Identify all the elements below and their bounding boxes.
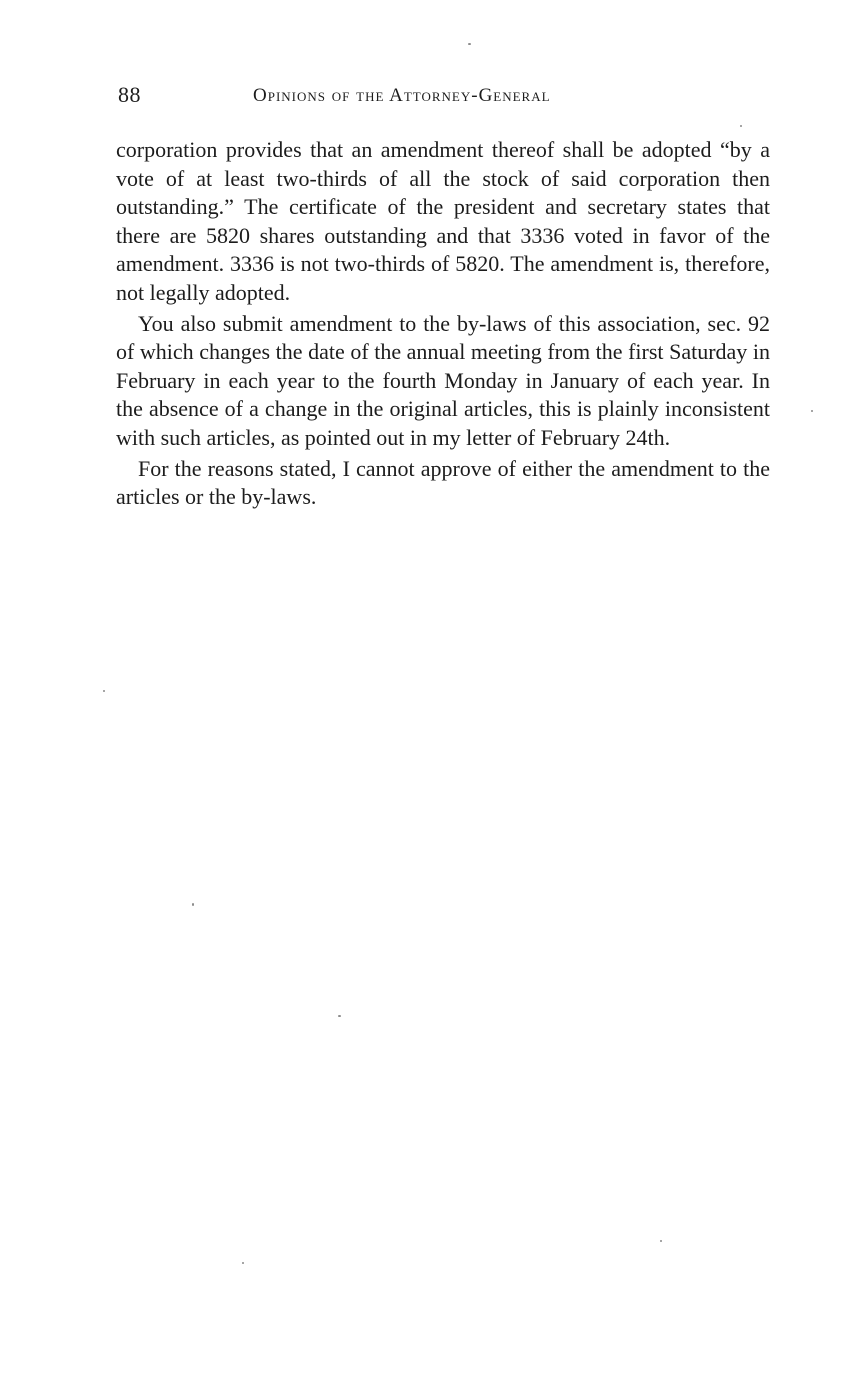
scan-speck — [811, 410, 813, 412]
scan-speck — [242, 1262, 244, 1264]
body-text — [116, 136, 770, 514]
scan-speck — [103, 690, 105, 692]
scan-speck — [468, 43, 471, 45]
running-head — [118, 82, 768, 114]
running-title: Opinions of the Attorney-General — [253, 85, 551, 106]
page-number: 88 — [118, 82, 141, 107]
paragraph-conclusion: For the reasons stated, I cannot approve of either the amendment to the articles or the by-laws. — [116, 455, 770, 510]
paragraph-continued: corporation provides that an amendment thereof shall be adopted “by a vote of at least two-thirds of all the stock of said corporation then outstanding.” The certificate of the president and secretary states that there are 5820 shares outstanding and that 3336 voted in favor of the amendment. 3336 is not two-thirds of 5820. The amendment is, therefore, not legally adopted. — [116, 137, 770, 305]
scan-speck — [192, 903, 194, 906]
paragraph-bylaws-amendment: You also submit amendment to the by-laws of this association, sec. 92 of which changes the date of the annual meeting from the first Saturday in February in each year to the fourth Monday in January of each year. In the absence of a change in the original articles, this is plainly inconsistent with such articles, as pointed out in my letter of February 24th. — [116, 310, 770, 450]
scan-speck — [660, 1240, 662, 1242]
scan-speck — [740, 125, 742, 127]
scan-speck — [338, 1015, 341, 1017]
